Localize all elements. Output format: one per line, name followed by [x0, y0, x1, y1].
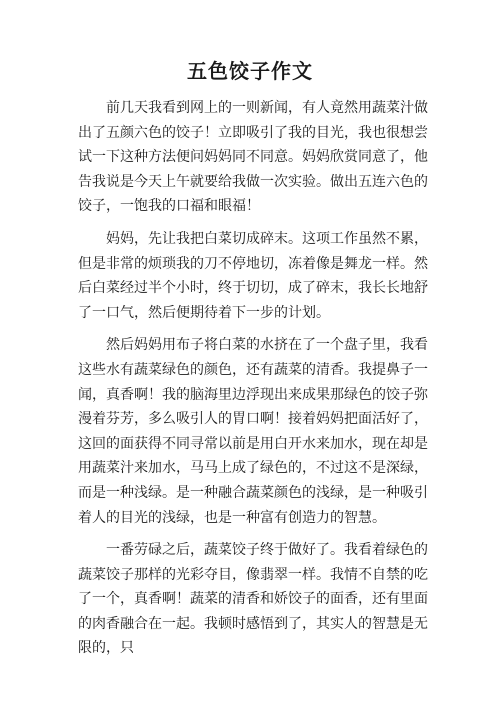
- paragraph-1: 前几天我看到网上的一则新闻，有人竟然用蔬菜汁做出了五颜六色的饺子！立即吸引了我的目光，我也很想尝试一下这种方法便问妈妈同不同意。妈妈欣赏同意了，他告我说是今天上午就要给我做一次实验。做出五连六色的饺子，一饱我的口福和眼福！: [78, 100, 428, 215]
- paragraph-3: 然后妈妈用布子将白菜的水挤在了一个盘子里，我看这些水有蔬菜绿色的颜色，还有蔬菜的清香。我提鼻子一闻，真香啊！我的脑海里边浮现出来成果那绿色的饺子弥漫着芬芳，多么吸引人的胃口啊！接着妈妈把面活好了，这回的面获得不同寻常以前是用白开水来加水，现在却是用蔬菜汁来加水，马马上成了绿色的，不过这不是深绿，而是一种浅绿。是一种融合蔬菜颜色的浅绿，是一种吸引着人的目光的浅绿，也是一种富有创造力的智慧。: [78, 337, 428, 526]
- document-title: 五色饺子作文: [187, 59, 313, 83]
- paragraph-2: 妈妈，先让我把白菜切成碎末。这项工作虽然不累，但是非常的烦琐我的刀不停地切，冻着像是舞龙一样。然后白菜经过半个小时，终于切切，成了碎末，我长长地舒了一口气，然后便期待着下一步的计划。: [78, 230, 428, 321]
- paragraph-4: 一番劳碌之后，蔬菜饺子终于做好了。我看着绿色的蔬菜饺子那样的光彩夺目，像翡翠一样。我情不自禁的吃了一个，真香啊！蔬菜的清香和娇饺子的面香，还有里面的肉香融合在一起。我顿时感悟到了，其实人的智慧是无限的，只: [78, 542, 428, 657]
- document-body: [78, 96, 428, 669]
